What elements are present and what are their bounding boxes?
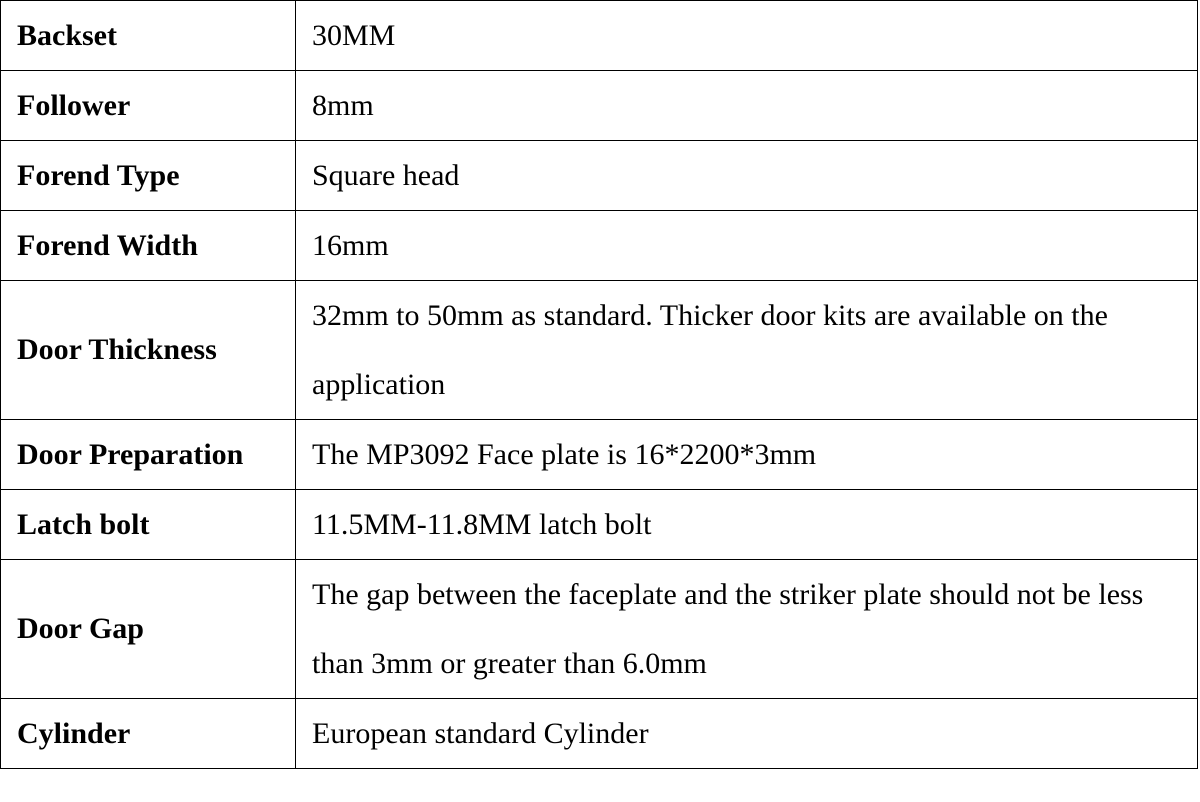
row-value: The gap between the faceplate and the striker plate should not be less than 3mm or greater than 6.0mm [296, 560, 1198, 699]
row-label: Door Thickness [1, 281, 296, 420]
row-value: 11.5MM-11.8MM latch bolt [296, 490, 1198, 560]
row-label: Door Preparation [1, 420, 296, 490]
row-value: 8mm [296, 71, 1198, 141]
row-label: Backset [1, 1, 296, 71]
row-label: Cylinder [1, 699, 296, 769]
row-label: Forend Type [1, 141, 296, 211]
row-label: Follower [1, 71, 296, 141]
row-value: 32mm to 50mm as standard. Thicker door kits are available on the application [296, 281, 1198, 420]
row-value: The MP3092 Face plate is 16*2200*3mm [296, 420, 1198, 490]
table-row [1, 281, 1198, 420]
table-row [1, 1, 1198, 71]
table-row [1, 560, 1198, 699]
table-row [1, 490, 1198, 560]
table-row [1, 211, 1198, 281]
table-row [1, 420, 1198, 490]
row-label: Forend Width [1, 211, 296, 281]
row-label: Door Gap [1, 560, 296, 699]
table-row [1, 71, 1198, 141]
row-value: European standard Cylinder [296, 699, 1198, 769]
table-row [1, 699, 1198, 769]
table-row [1, 141, 1198, 211]
row-label: Latch bolt [1, 490, 296, 560]
row-value: 16mm [296, 211, 1198, 281]
row-value: Square head [296, 141, 1198, 211]
row-value: 30MM [296, 1, 1198, 71]
